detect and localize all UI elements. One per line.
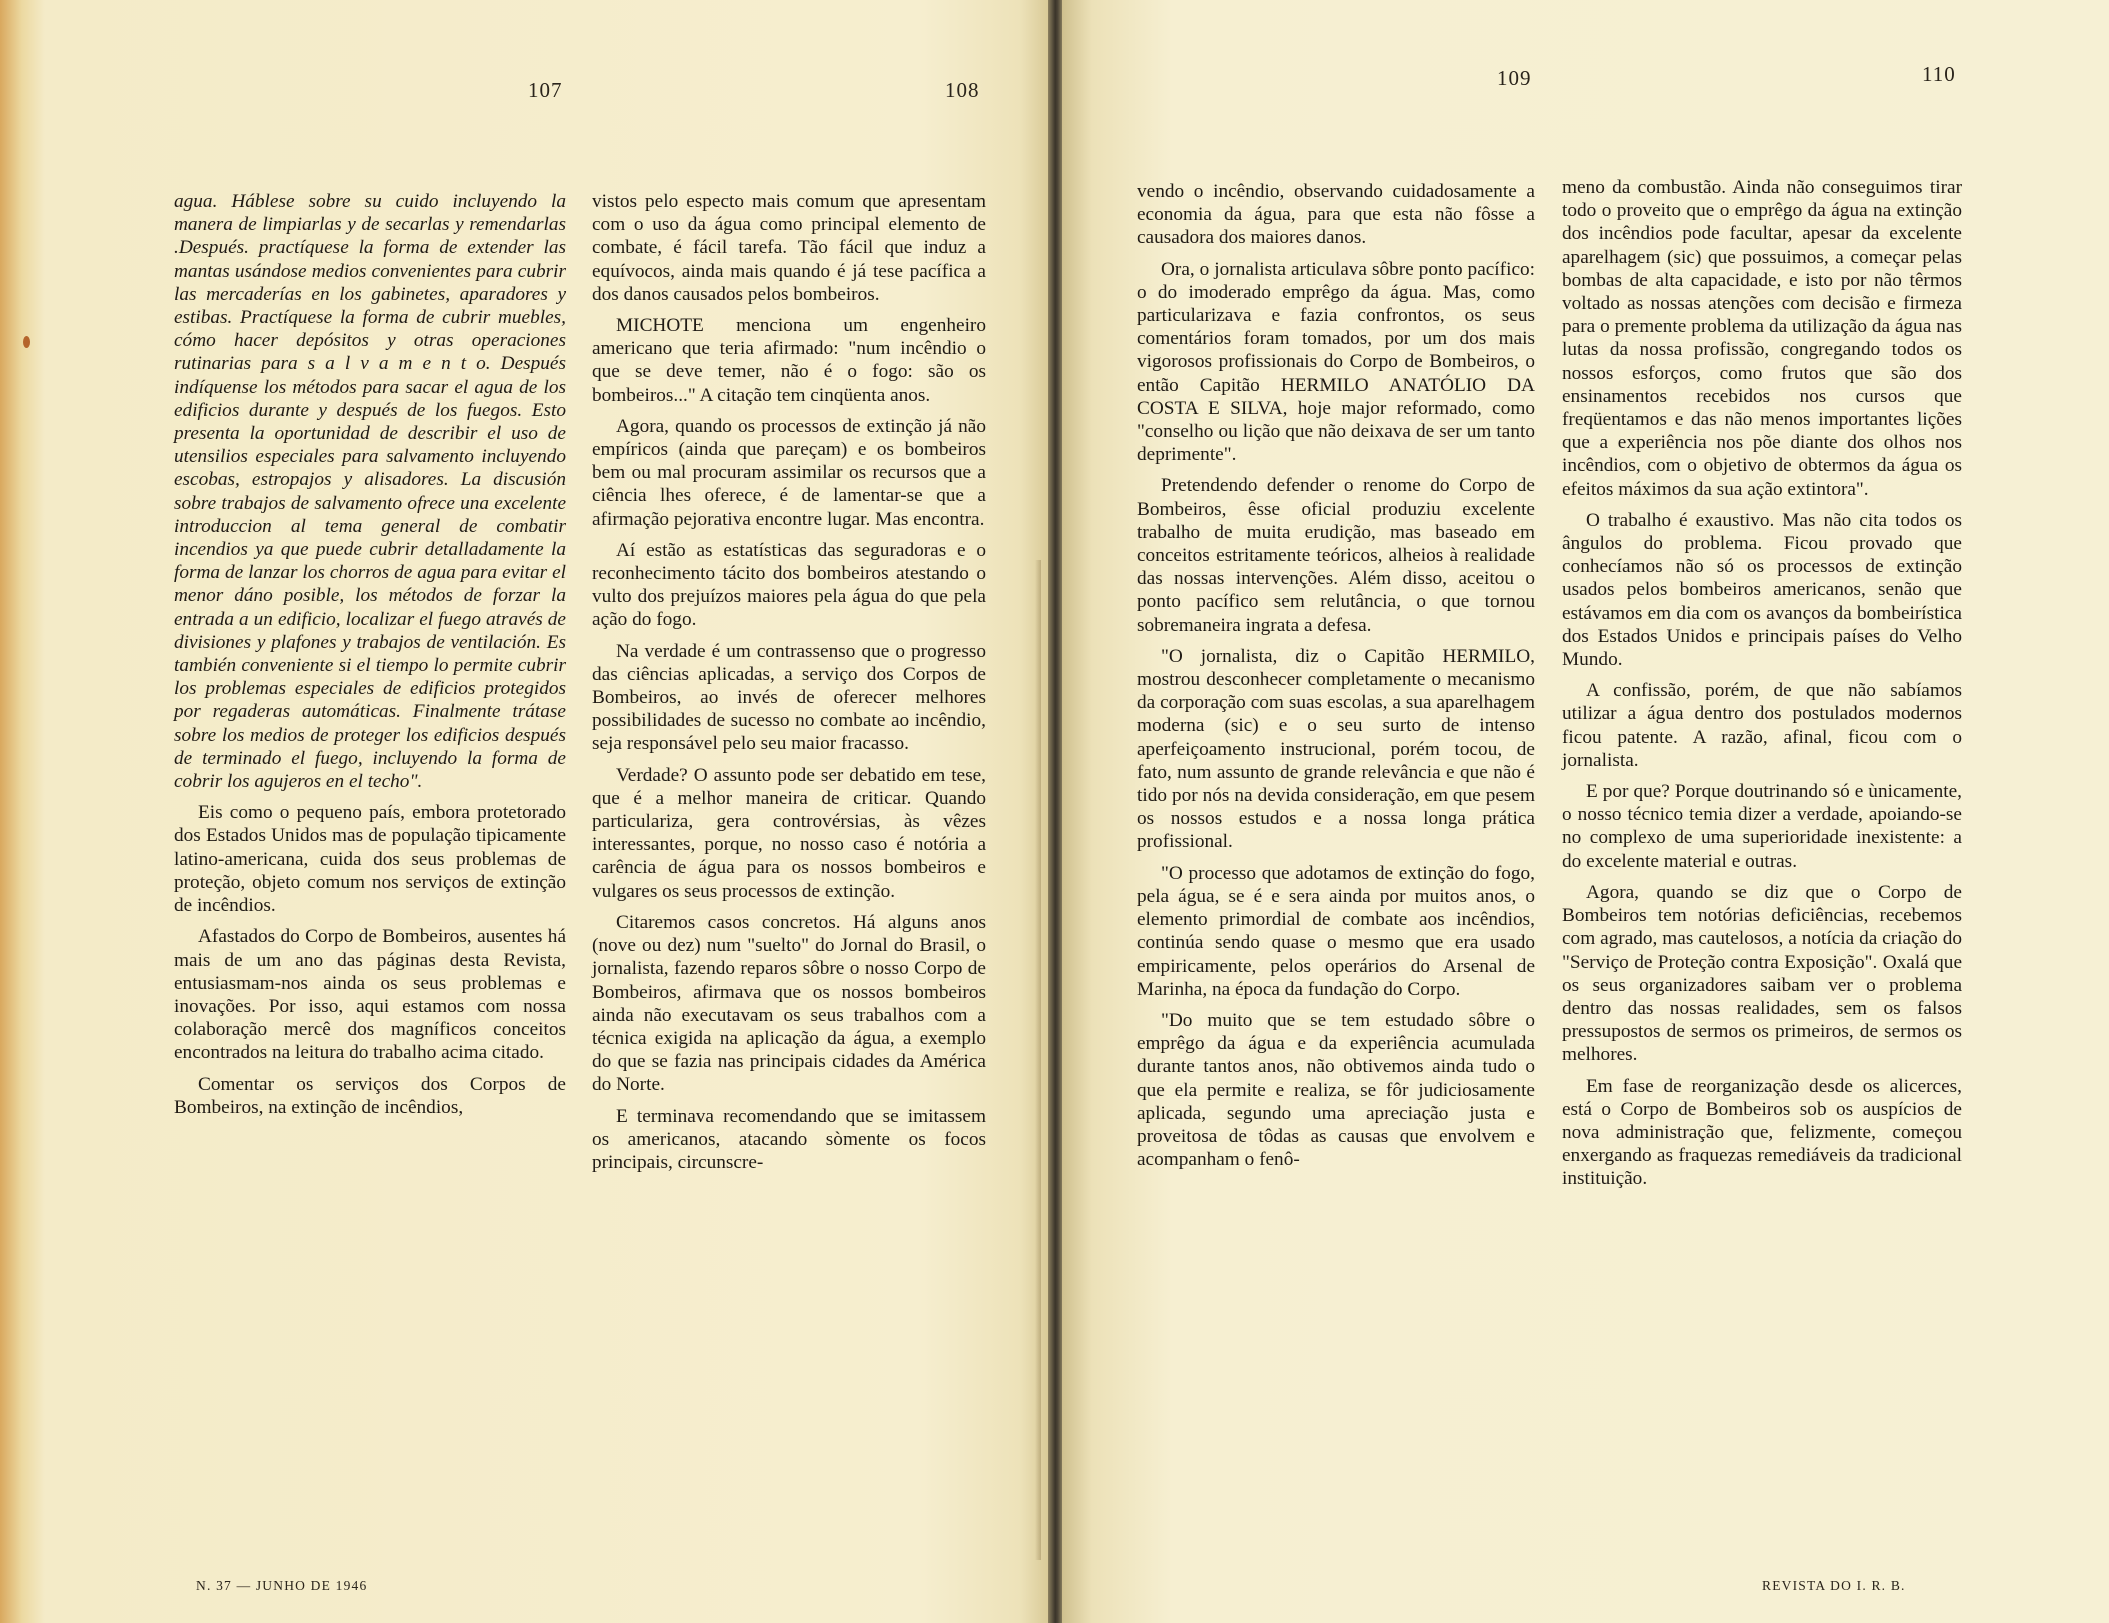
page-number-107: 107 <box>528 78 563 102</box>
col4-para-4: E por que? Porque doutrinando só e ùnicamente, o nosso técnico temia dizer a verdade, apoiando-se no complexo de uma superioridade inexistente: a do excelente material e outras. <box>1562 781 1962 872</box>
col4-para-2: O trabalho é exaustivo. Mas não cita todos os ângulos do problema. Ficou provado que conhecíamos não só os processos de extinção usados pelos bombeiros americanos, senão que estávamos em dia com os avanços da bombeirística dos Estados Unidos e principais países do Velho Mundo. <box>1562 509 1962 671</box>
footer-issue: N. 37 — JUNHO DE 1946 <box>196 1578 368 1593</box>
col4-para-1: meno da combustão. Ainda não conseguimos tirar todo o proveito que o emprêgo da água na extinção dos incêndios pode facultar, apesar da excelente aparelhagem (sic) que possuimos, a começar pelas bombas de alta capacidade, e isto por não têrmos voltado as nossas atenções com decisão e firmeza para o premente problema da utilização da água nas lutas da nossa profissão, congregando todos os nossos esforços, como frutos que são dos ensinamentos recebidos nos cursos que freqüentamos e das não menos importantes lições que a experiência nos põe diante dos olhos nos incêndios, com o objetivo de obtermos da água os efeitos máximos da sua ação extintora". <box>1562 177 1962 500</box>
col4-para-6: Em fase de reorganização desde os alicerces, está o Corpo de Bombeiros sob os auspícios de nova administração que, felizmente, começou enxergando as fraquezas remediáveis da tradicional instituição. <box>1562 1075 1962 1190</box>
column-1 <box>174 190 566 1127</box>
col3-para-2: Ora, o jornalista articulava sôbre ponto pacífico: o do imoderado emprêgo da água. Mas, como particularizava e fazia confrontos, os seus comentários foram tomados, por um dos mais vigorosos profissionais do Corpo de Bombeiros, o então Capitão HERMILO ANATÓLIO DA COSTA E SILVA, hoje major reformado, como "conselho ou lição que não deixava de ser um tanto deprimente". <box>1137 258 1535 466</box>
column-4 <box>1562 176 1962 1199</box>
col4-para-5: Agora, quando se diz que o Corpo de Bombeiros tem notórias deficiências, recebemos com agrado, mas cautelosos, a notícia da criação do "Serviço de Proteção contra Exposição". Oxalá que os seus organizadores saibam ver o problema dentro das nossas realidades, sem os falsos pressupostos de sermos os primeiros, de sermos os melhores. <box>1562 881 1962 1066</box>
col2-para-8: E terminava recomendando que se imitassem os americanos, atacando sòmente os focos principais, circunscre- <box>592 1105 986 1173</box>
left-page <box>0 0 1050 1623</box>
col2-para-3: Agora, quando os processos de extinção já não empíricos (ainda que pareçam) e os bombeiros bem ou mal procuram assimilar os recursos que a ciência lhes oferece, é de lamentar-se que a afirmação pejorativa encontre lugar. Mas encontra. <box>592 415 986 530</box>
col3-para-6: "Do muito que se tem estudado sôbre o emprêgo da água e da experiência acumulada durante tantos anos, não obtivemos ainda tudo o que ela permite e realiza, se fôr judiciosamente aplicada, segundo uma apreciação justa e proveitosa de tôdas as causas que envolvem e acompanham o fenô- <box>1137 1009 1535 1171</box>
col2-para-1: vistos pelo especto mais comum que apresentam com o uso da água como principal elemento de combate, é fácil tarefa. Tão fácil que induz a equívocos, ainda mais quando é já tese pacífica a dos danos causados pelos bombeiros. <box>592 191 986 305</box>
col2-para-7: Citaremos casos concretos. Há alguns anos (nove ou dez) num "suelto" do Jornal do Brasil, o jornalista, fazendo reparos sôbre o nosso Corpo de Bombeiros, afirmava que os nossos bombeiros ainda não executavam os seus trabalhos com a técnica exigida na aplicação da água, a exemplo do que se fazia nas principais cidades da América do Norte. <box>592 911 986 1096</box>
col1-para-3: Afastados do Corpo de Bombeiros, ausentes há mais de um ano das páginas desta Revista, entusiasmam-nos ainda os seus problemas e inovações. Por isso, aqui estamos com nossa colaboração mercê dos magníficos conceitos encontrados na leitura do trabalho acima citado. <box>174 926 566 1064</box>
page-edge-shadow <box>1035 560 1041 1560</box>
col3-para-4: "O jornalista, diz o Capitão HERMILO, mostrou desconhecer completamente o mecanismo da corporação com suas escolas, a sua aparelhagem moderna (sic) e o seu surto de intenso aperfeiçoamento instrucional, porém tocou, de fato, num assunto de grande relevância e que não é tido por nós na devida consideração, em que pesem os nossos estudos e a nossa longa prática profissional. <box>1137 645 1535 853</box>
col1-para-2: Eis como o pequeno país, embora protetorado dos Estados Unidos mas de população tipicamente latino-americana, cuida dos seus problemas de proteção, objeto comum nos serviços de extinção de incêndios. <box>174 802 566 917</box>
col2-para-6: Verdade? O assunto pode ser debatido em tese, que é a melhor maneira de criticar. Quando particulariza, gera controvérsias, às vêzes interessantes, porque, no nosso caso é notória a carência de água para os nossos bombeiros e vulgares os seus processos de extinção. <box>592 764 986 902</box>
col1-para-1: agua. Háblese sobre su cuido incluyendo la manera de limpiarlas y de secarlas y remendarlas .Después. practíquese la forma de extender las mantas usándose medios convenientes para cubrir las mercaderías en los gabinetes, aparadores y estibas. Practíquese la forma de cubrir muebles, cómo hacer depósitos y otras operaciones rutinarias para s a l v a m e n t o. Después indíquense los métodos para sacar el agua de los edificios durante y después de los fuegos. Esto presenta la oportunidad de describir el uso de utensilios especiales para salvamento incluyendo escobas, estropajos y alisadores. La discusión sobre trabajos de salvamento ofrece una excelente introduccion al tema general de combatir incendios ya que puede cubrir detalladamente la forma de lanzar los chorros de agua para evitar el menor dáno posible, los métodos de forzar la entrada a un edificio, localizar el fuego através de divisiones y plafones y trabajos de ventilación. Es también conveniente si el tiempo lo permite cubrir los problemas especiales de edificios protegidos por regaderas automáticas. Finalmente trátase sobre los medios de proteger los edificios después de terminado el fuego, incluyendo la forma de cobrir los agujeros en el techo". <box>174 191 566 793</box>
column-2 <box>592 190 986 1182</box>
col2-para-2: MICHOTE menciona um engenheiro americano que teria afirmado: "num incêndio o que se deve temer, não é o fogo: são os bombeiros..." A citação tem cinqüenta anos. <box>592 315 986 406</box>
column-3 <box>1137 180 1535 1179</box>
footer-magazine: REVISTA DO I. R. B. <box>1762 1578 1906 1593</box>
col3-para-1: vendo o incêndio, observando cuidadosamente a economia da água, para que esta não fôsse a causadora dos maiores danos. <box>1137 181 1535 249</box>
page-number-110: 110 <box>1922 62 1956 86</box>
page-number-108: 108 <box>945 78 980 102</box>
col3-para-3: Pretendendo defender o renome do Corpo de Bombeiros, êsse oficial produziu excelente trabalho de muita erudição, mas baseado em conceitos estritamente teóricos, alheios à realidade das nossas intervenções. Além disso, aceitou o ponto pacífico sem relutância, o que tornou sobremaneira ingrata a defesa. <box>1137 475 1535 636</box>
col4-para-3: A confissão, porém, de que não sabíamos utilizar a água dentro dos postulados modernos ficou patente. A razão, afinal, ficou com o jornalista. <box>1562 680 1962 771</box>
col2-para-4: Aí estão as estatísticas das seguradoras e o reconhecimento tácito dos bombeiros atestando o vulto dos prejuízos maiores pela água do que pela ação do fogo. <box>592 539 986 631</box>
col2-para-5: Na verdade é um contrassenso que o progresso das ciências aplicadas, a serviço dos Corpos de Bombeiros, ao invés de oferecer melhores possibilidades de sucesso no combate ao incêndio, seja responsável pelo seu maior fracasso. <box>592 640 986 755</box>
binding-mark <box>23 336 30 348</box>
col3-para-5: "O processo que adotamos de extinção do fogo, pela água, se é e sera ainda por muitos anos, o elemento primordial de combate aos incêndios, continúa sendo quase o mesmo que era usado empiricamente, pelos operários do Arsenal de Marinha, na época da fundação do Corpo. <box>1137 862 1535 1000</box>
page-number-109: 109 <box>1497 66 1532 90</box>
right-page <box>1062 0 2109 1623</box>
col1-para-4: Comentar os serviços dos Corpos de Bombeiros, na extinção de incêndios, <box>174 1073 566 1118</box>
